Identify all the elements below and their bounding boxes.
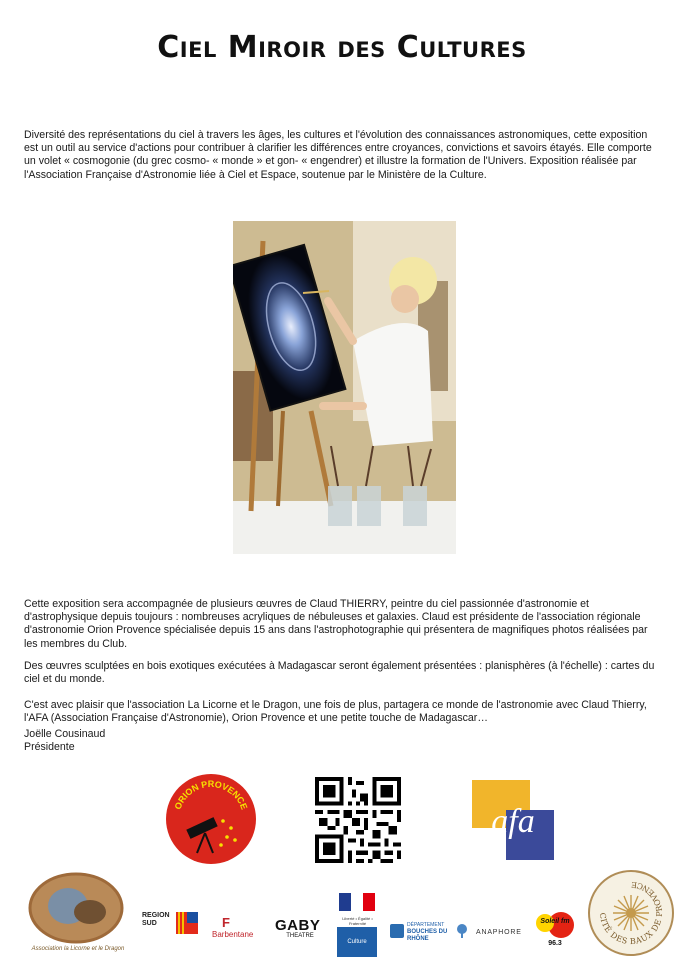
tree-icon xyxy=(456,924,468,938)
body-paragraph-3: C'est avec plaisir que l'association La Licorne et le Dragon, une fois de plus, partagera ce monde de l'astronomie avec Claud Thierry, l'AFA (Association Française d'Astronomie), Orion Provence et une petite touche de Madagascar… xyxy=(24,698,647,724)
cite-des-baux-logo xyxy=(588,870,674,956)
soleil-label: Soleil fm xyxy=(540,918,570,925)
intro-paragraph: Diversité des représentations du ciel à travers les âges, les cultures et l'évolution des connaissances astronomiques, cette exposition est un outil au service d'actions pour contribuer à clarifier les différences entre croyances, convictions et savoirs étayés. Elle comporte un volet « cosmogonie (du grec cosmo- « monde » et gon- « engendrer) et illustre la formation de l'Univers. Exposition réalisée par l'Association Française d'Astronomie liée à Ciel et Espace, soutenue par le Ministère de la Culture. xyxy=(24,128,652,181)
region-sud-logo xyxy=(142,912,200,946)
bdr-mark-icon xyxy=(390,924,404,938)
licorne-label: Association la Licorne et le Dragon xyxy=(31,946,125,952)
barbentane-label: Barbentane xyxy=(212,930,254,939)
culture-label: Culture xyxy=(337,927,377,957)
svg-text:ORION PROVENCE: ORION PROVENCE xyxy=(172,778,250,811)
signature xyxy=(24,728,660,755)
svg-text:CITÉ DES BAUX DE PROVENCE: CITÉ DES BAUX DE PROVENCE xyxy=(597,879,665,947)
afa-logo xyxy=(472,780,554,860)
gaby-label: GABY xyxy=(275,917,321,934)
soleil-frequency: 96.3 xyxy=(548,940,562,947)
page-title: Ciel Miroir des Cultures xyxy=(157,30,527,65)
sud-label: SUD xyxy=(142,920,157,927)
signature-role: Présidente xyxy=(24,741,75,754)
bdr-top-label: DÉPARTEMENT xyxy=(407,922,445,928)
ministere-culture-logo xyxy=(335,893,380,961)
body-paragraph-1: Cette exposition sera accompagnée de plusieurs œuvres de Claud THIERRY, peintre du ciel passionnée d'astronomie et d'astrophysique depuis toujours : nombreuses acryliques de nébuleuses et galaxies. Claud est présidente de l'association régionale d'astronomie Orion Provence spécialisée depuis 15 ans dans l'astrophotographie qui présentera de magnifiques photos réalisées par les membres du Club. xyxy=(24,597,648,650)
bouches-du-rhone-logo xyxy=(390,918,470,952)
anaphore-logo: ANAPHORE xyxy=(476,929,522,936)
signature-name: Joëlle Cousinaud xyxy=(24,728,106,740)
marianne-motto: Liberté • Égalité • Fraternité xyxy=(342,916,373,926)
painter-photo xyxy=(233,221,456,554)
body-paragraph-2: Des œuvres sculptées en bois exotiques exécutées à Madagascar seront également présentées : planisphères (à l'échelle) : cartes du ciel et du monde. xyxy=(24,659,655,685)
licorne-dragon-logo xyxy=(18,870,138,958)
barbentane-logo: F Barbentane xyxy=(212,916,270,946)
region-label: REGION xyxy=(142,912,170,919)
svg-text:afa: afa xyxy=(491,803,535,840)
bdr-label: BOUCHES DU RHÔNE xyxy=(407,929,448,942)
gaby-theatre-logo xyxy=(275,918,325,948)
orion-provence-logo xyxy=(165,773,257,865)
qr-code[interactable] xyxy=(315,777,401,863)
soleil-fm-logo xyxy=(535,910,575,952)
gaby-sub-label: THEATRE xyxy=(286,933,314,939)
